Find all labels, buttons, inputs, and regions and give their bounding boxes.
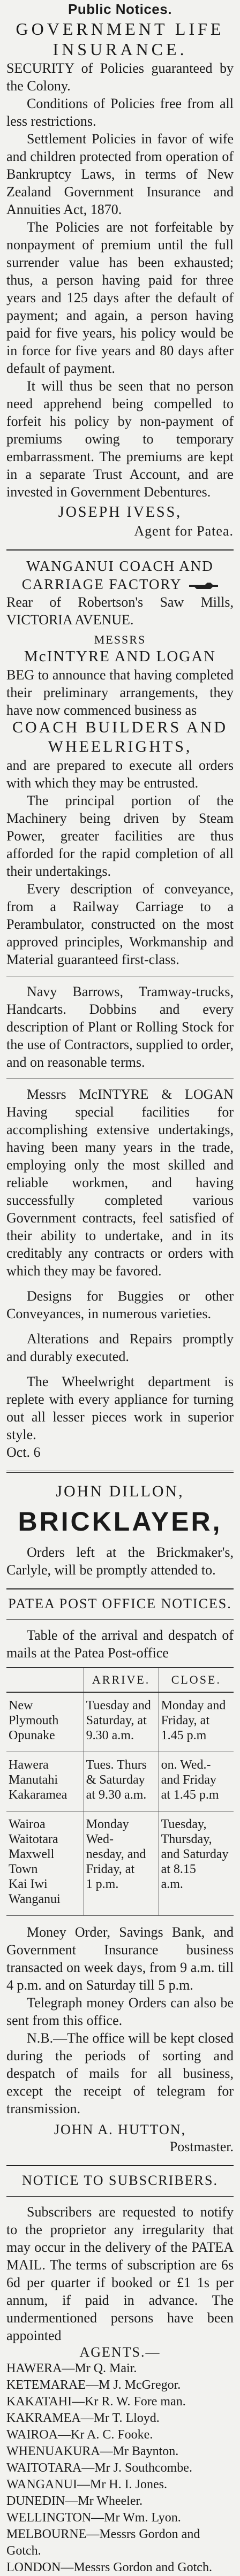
table-cell: New Plymouth Opunake	[6, 1692, 84, 1752]
table-cell: Tues. Thurs & Saturday at 9.30 a.m.	[84, 1752, 159, 1811]
list-item: KAKATAHI—Kr R. W. Fore man.	[6, 2395, 186, 2409]
insurance-para: It will thus be seen that no person need apprehend being compelled to forfeit his policy by non-payment of premiums owing to temporary embarrassment. The premiums are kept in a separate Trust Account, and are invested in Government Debentures.	[6, 378, 234, 500]
insurance-agent: JOSEPH IVESS,	[58, 504, 182, 521]
coach-factory-date: Oct. 6	[6, 1444, 41, 1460]
coach-factory-heading-text: WANGANUI COACH AND CARRIAGE FACTORY	[21, 558, 214, 592]
subscribers-text: Subscribers are requested to notify to the proprietor any irregularity that may occur in the delivery of the PATEA MAIL. The terms of subscription are 6s 6d per quarter if booked or £1 1s per annum, if paid in advance. The undermentioned persons have been appointed	[6, 2204, 234, 2343]
list-item: WELLINGTON—Mr Wm. Lyon.	[6, 2511, 181, 2525]
coach-factory-firm: McINTYRE AND LOGAN	[24, 648, 216, 665]
list-item: MELBOURNE—Messrs Gordon and Gotch.	[6, 2527, 200, 2558]
coach-factory-para: Messrs McINTYRE & LOGAN Having special facilities for accomplishing extensive undertakings, having been many years in the trade, employing only the most skilled and reliable workmen, and having successfully completed various Government contracts, feel satisfied of their ability to undertake, and in its creditably any contracts or orders with which they may be favored.	[6, 1087, 234, 1279]
table-cell: Monday Wed- nesday, and Friday, at 1 p.m.	[84, 1811, 159, 1916]
divider	[6, 2165, 234, 2166]
insurance-para: SECURITY of Policies guaranteed by the Colony.	[6, 60, 234, 94]
insurance-para: Settlement Policies in favor of wife and children protected from operation of Bankruptcy Laws, in terms of New Zealand Government Insurance and Annuities Act, 1870.	[6, 131, 234, 217]
coach-factory-intro: BEG to announce that having completed their preliminary arrangements, they have now commenced business as	[6, 667, 234, 718]
coach-factory-para: and are prepared to execute all orders with which they may be entrusted.	[6, 758, 234, 791]
post-office-signer-role: Postmaster.	[169, 2139, 234, 2154]
coach-factory-notice	[6, 557, 234, 1461]
subscribers-heading: NOTICE TO SUBSCRIBERS.	[22, 2173, 218, 2188]
list-item: DUNEDIN—Mr Wheeler.	[6, 2494, 143, 2508]
list-item: KAKRAMEA—Mr T. Lloyd.	[6, 2411, 160, 2425]
table-row	[6, 1811, 234, 1916]
bricklayer-notice	[6, 1482, 234, 1579]
insurance-heading: GOVERNMENT LIFE INSURANCE.	[16, 19, 224, 59]
coach-factory-para: The Wheelwright department is replete with every appliance for turning out all lesser pieces work in superior style.	[6, 1374, 234, 1442]
list-item: WANGANUI—Mr H. I. Jones.	[6, 2478, 167, 2491]
list-item: KETEMARAE—M J. McGregor.	[6, 2378, 181, 2392]
coach-factory-para: The principal portion of the Machinery being driven by Steam Power, greater facilities are thus afforded for the rapid completion of all their undertakings.	[6, 793, 234, 879]
table-cell: Monday and Friday, at 1.45 p.m	[159, 1692, 234, 1752]
table-cell: Wairoa Waitotara Maxwell Town Kai Iwi Wanganui	[6, 1811, 84, 1916]
coach-factory-para: Alterations and Repairs promptly and durably executed.	[6, 1331, 234, 1364]
table-cell: on. Wed.- and Friday at 1.45 p.m	[159, 1752, 234, 1811]
divider	[6, 1471, 234, 1473]
list-item: WAITOTARA—Mr J. Southcombe.	[6, 2461, 192, 2475]
insurance-notice	[6, 19, 234, 540]
insurance-para: Conditions of Policies free from all less restrictions.	[6, 96, 234, 129]
coach-factory-address: Rear of Robertson's Saw Mills, VICTORIA AVENUE.	[6, 594, 234, 628]
newspaper-page	[6, 0, 234, 2576]
coach-factory-goods: Navy Barrows, Tramway-trucks, Handcarts. Dobbins and every description of Plant or Rolling Stock for the use of Contractors, supplied to order, and on reasonable terms.	[6, 984, 234, 1070]
divider	[6, 549, 234, 551]
insurance-para: The Policies are not forfeitable by nonpayment of premium until the full surrender value has been exhausted; thus, a person having paid for three years and 125 days after the default of payment; and again, a person having paid for five years, his policy would be in force for five years and 80 days after default of payment.	[6, 219, 234, 376]
table-header-row	[6, 1668, 234, 1692]
post-office-para: N.B.—The office will be kept closed during the periods of sorting and despatch of mails for all business, except the receipt of telegram for transmission.	[6, 2030, 234, 2116]
insurance-agent-role: Agent for Patea.	[134, 523, 234, 539]
bricklayer-text: Orders left at the Brickmaker's, Carlyle, will be promptly attended to.	[6, 1545, 234, 1578]
subscribers-notice	[6, 2173, 234, 2576]
divider	[6, 2196, 234, 2197]
list-item: HAWERA—Mr Q. Mair.	[6, 2361, 137, 2375]
bricklayer-trade: BRICKLAYER,	[18, 1507, 222, 1537]
table-row	[6, 1752, 234, 1811]
post-office-notice	[6, 1596, 234, 2155]
list-item: WAIROA—Kr A. C. Fooke.	[6, 2428, 153, 2442]
bricklayer-name: JOHN DILLON,	[56, 1482, 184, 1500]
post-office-intro: Table of the arrival and despatch of mails at the Patea Post-office	[6, 1627, 234, 1661]
pointing-hand-icon	[189, 580, 218, 591]
table-cell: Tuesday, Thursday, and Saturday at 8.15 a.m.	[159, 1811, 234, 1916]
mail-schedule-table	[6, 1667, 234, 1916]
table-cell: Hawera Manutahi Kakaramea	[6, 1752, 84, 1811]
coach-factory-para: Designs for Buggies or other Conveyances, in numerous varieties.	[6, 1288, 234, 1321]
table-cell: Tuesday and Saturday, at 9.30 a.m.	[84, 1692, 159, 1752]
coach-factory-messrs: MESSRS	[94, 633, 146, 646]
coach-factory-heading	[6, 557, 234, 593]
divider	[6, 1588, 234, 1589]
list-item: LONDON—Messrs Gordon and Gotch.	[6, 2560, 212, 2574]
coach-factory-para: Every description of conveyance, from a Railway Carriage to a Perambulator, constructed on the most approved principles, Workmanship and Material guaranteed first-class.	[6, 881, 234, 967]
table-header: ARRIVE.	[84, 1668, 159, 1692]
page-title: Public Notices.	[68, 1, 172, 17]
post-office-para: Money Order, Savings Bank, and Government Insurance business transacted on week days, from 9 a.m. till 4 p.m. and on Saturday till 5 p.m.	[6, 1924, 234, 1993]
table-header	[6, 1668, 84, 1692]
list-item: WHENUAKURA—Mr Baynton.	[6, 2444, 179, 2458]
post-office-signer: JOHN A. HUTTON,	[54, 2122, 186, 2137]
table-header: CLOSE.	[159, 1668, 234, 1692]
post-office-heading: PATEA POST OFFICE NOTICES.	[8, 1596, 232, 1611]
divider	[6, 1619, 234, 1620]
agents-heading: AGENTS.—	[79, 2344, 161, 2360]
coach-factory-trade: COACH BUILDERS AND WHEELRIGHTS,	[12, 718, 228, 755]
table-row	[6, 1692, 234, 1752]
post-office-para: Telegraph money Orders can also be sent from this office.	[6, 1995, 234, 2028]
